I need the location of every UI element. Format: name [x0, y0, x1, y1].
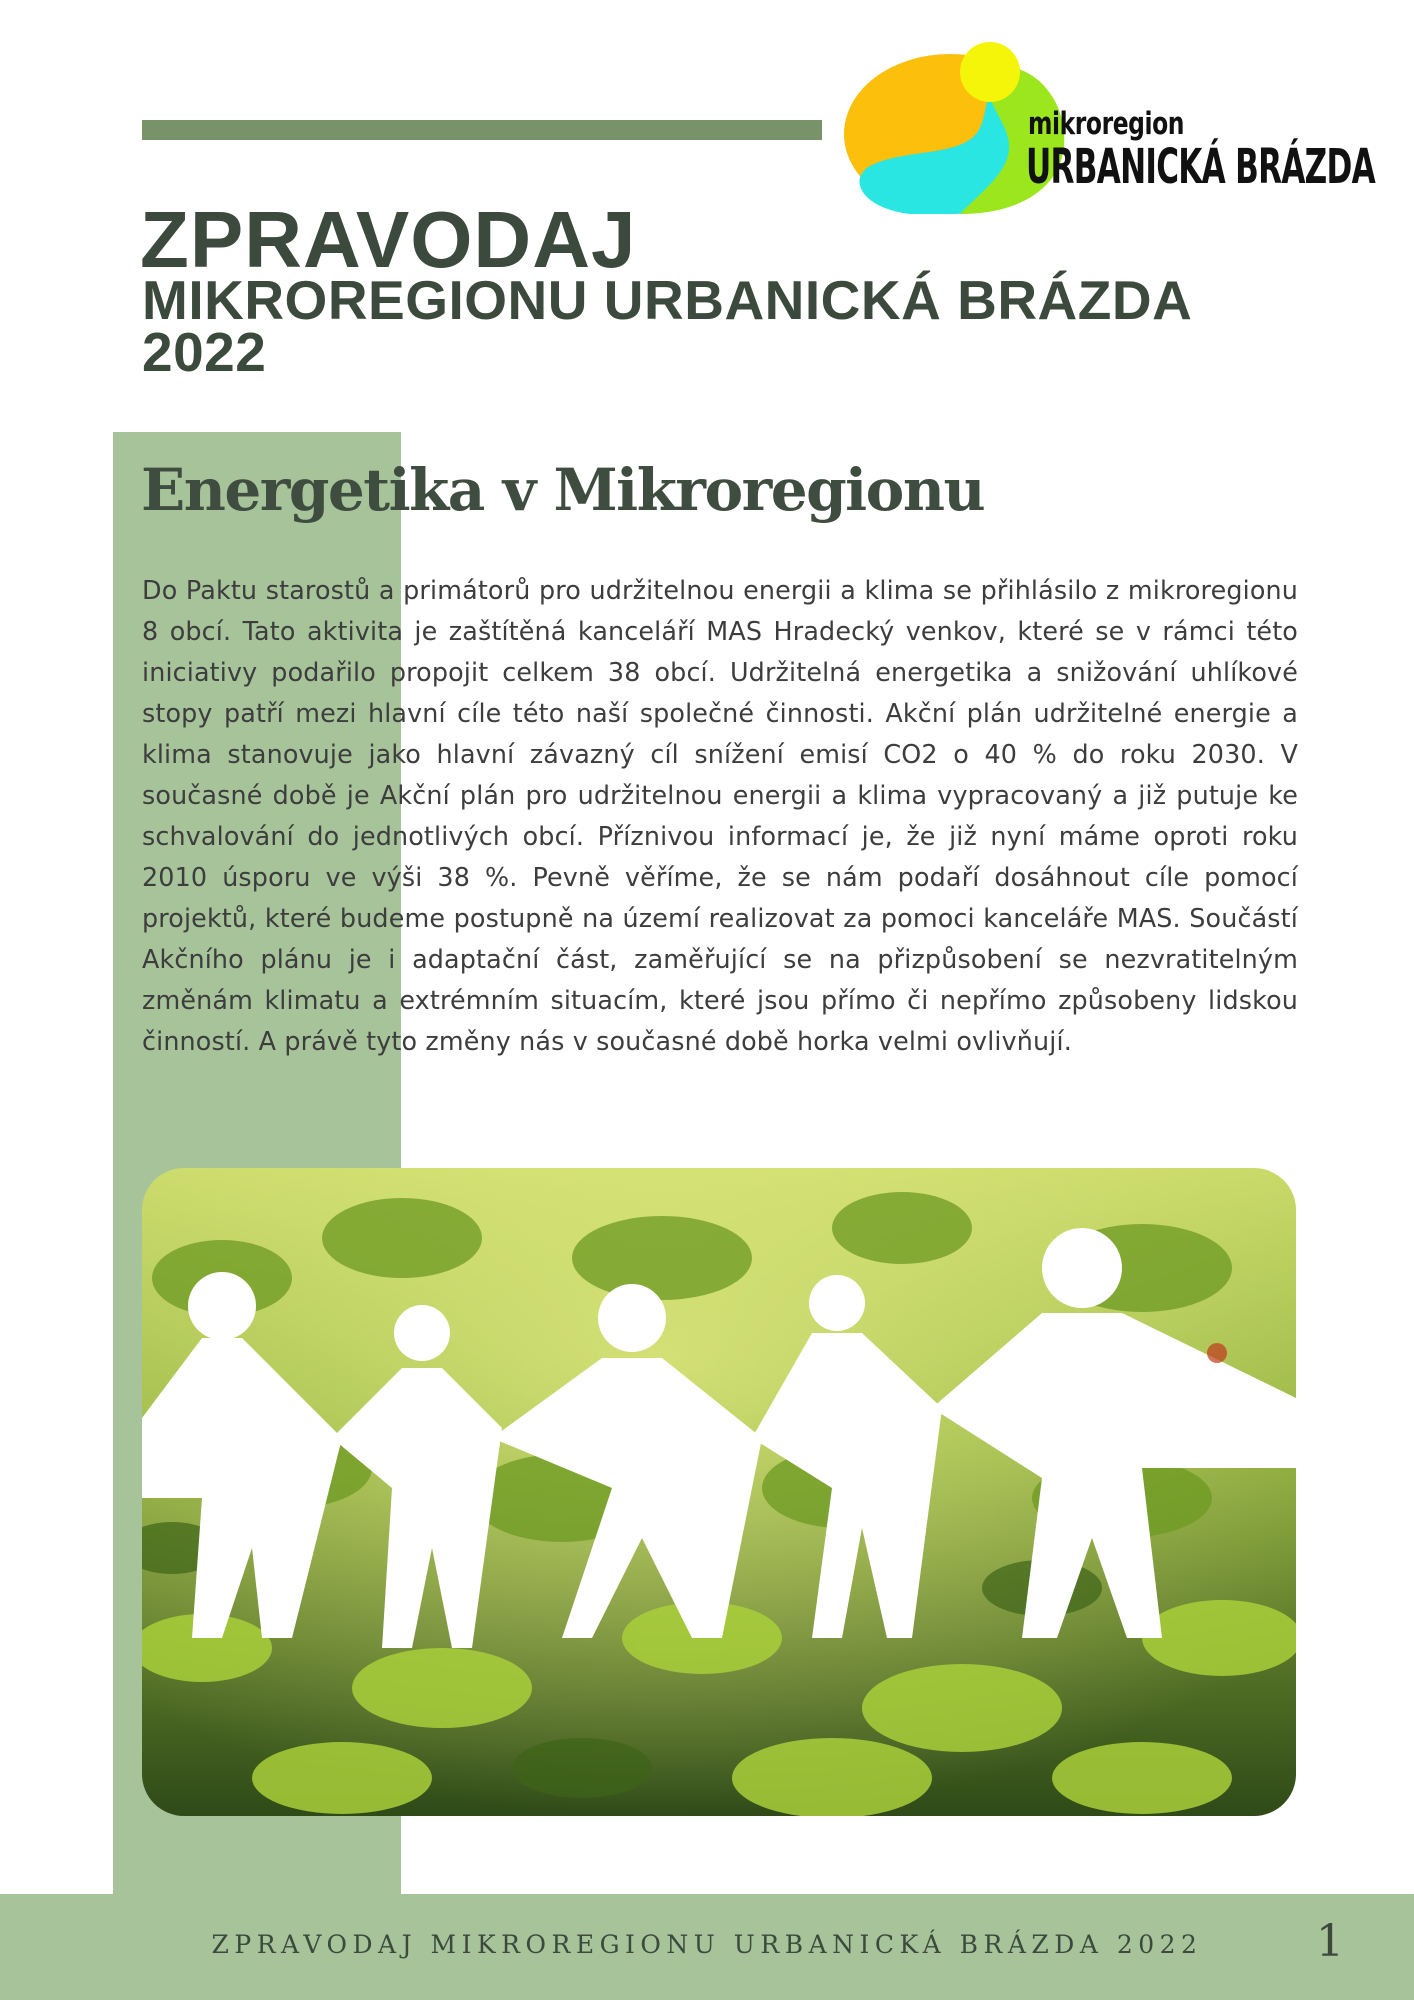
newsletter-subtitle: [142, 269, 1342, 383]
article-body: Do Paktu starostů a primátorů pro udržitelnou energii a klima se přihlásilo z mikroregionu 8 obcí. Tato aktivita je zaštítěná kanceláří MAS Hradecký venkov, které se v rámci této iniciativy podařilo propojit celkem 38 obcí. Udržitelná energetika a snižování uhlíkové stopy patří mezi hlavní cíle této naší společné činnosti. Akční plán udržitelné energie a klima stanovuje jako hlavní závazný cíl snížení emisí CO2 o 40 % do roku 2030. V současné době je Akční plán pro udržitelnou energii a klima vypracovaný a již putuje ke schvalování do jednotlivých obcí. Příznivou informací je, že již nyní máme oproti roku 2010 úsporu ve výši 38 %. Pevně věříme, že se nám podaří dosáhnout cíle pomocí projektů, které budeme postupně na území realizovat za pomoci kanceláře MAS. Součástí Akčního plánu je i adaptační část, zaměřující se na přizpůsobení se nezvratitelným změnám klimatu a extrémním situacím, které jsou přímo či nepřímo způsobeny lidskou činností. A právě tyto změny nás v současné době horka velmi ovlivňují.: [142, 575, 1298, 1056]
logo-text-urbanicka-brazda: URBANICKÁ BRÁZDA: [1026, 139, 1375, 195]
article-heading: Energetika v Mikroregionu: [141, 456, 985, 524]
decorative-top-bar: [142, 120, 822, 140]
mikroregion-logo: [840, 38, 1400, 222]
newsletter-title: ZPRAVODAJ: [140, 195, 637, 284]
paper-chain-people-photo: [142, 1168, 1296, 1816]
footer-title: ZPRAVODAJ MIKROREGIONU URBANICKÁ BRÁZDA 2022: [211, 1930, 1203, 1959]
subtitle-year: 2022: [142, 321, 267, 383]
page-footer: [0, 1894, 1414, 2000]
logo-text-mikroregion: mikroregion: [1028, 106, 1185, 142]
page-number: 1: [1316, 1916, 1344, 1967]
photo-illustration: [142, 1168, 1296, 1816]
subtitle-line-1: MIKROREGIONU URBANICKÁ BRÁZDA: [142, 269, 1193, 331]
